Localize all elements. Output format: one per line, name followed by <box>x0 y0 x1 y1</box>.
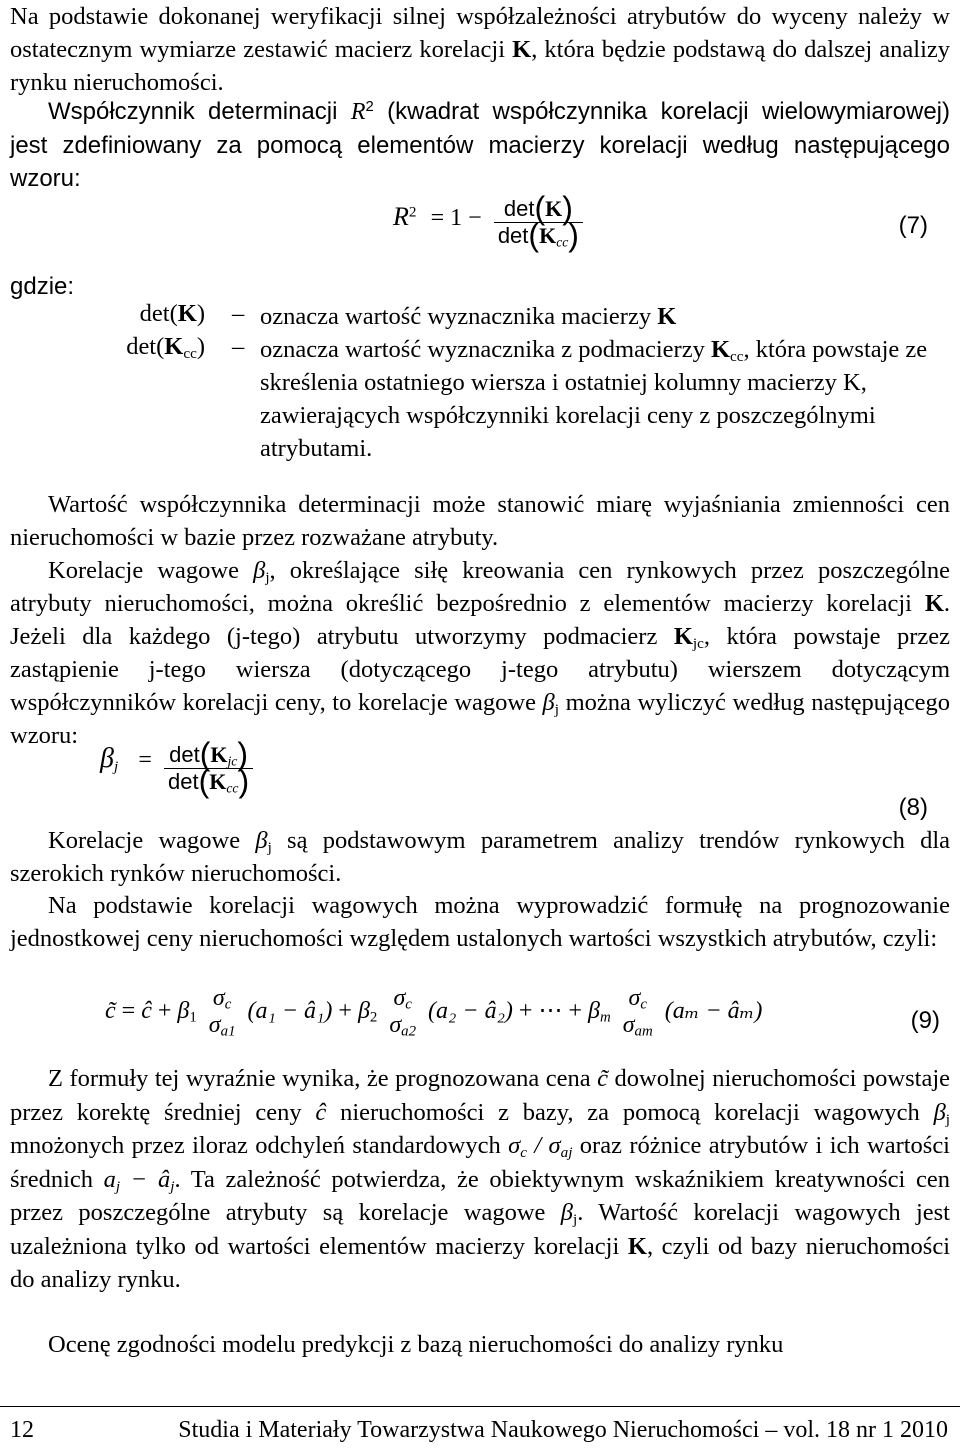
equation-number: (7) <box>898 212 928 239</box>
equation-9: c̃ = ĉ + $\beta_1$ $\sigma_c$ $\sigma_{a1}$ (a₁ − â₁) + $\beta_2$ $\sigma_c$ $\sigma_{a2}$ (a₂ − â₂) + ⋯ + $\beta_m$ $\sigma_c$ $\sigma_{am}$ (aₘ − âₘ) (9) <box>105 985 940 1040</box>
r-symbol: R <box>350 99 366 125</box>
where-label: gdzie: <box>10 273 75 300</box>
paragraph-3: Wartość współczynnika determinacji może stanowić miarę wyjaśniania zmienności cen nieruchomości w bazie przez rozważane atrybuty. <box>10 491 950 551</box>
equation-number: (9) <box>910 1007 940 1034</box>
fraction: $\frac{\det(K_{jc})}{\det(K_{cc})}$ <box>164 742 253 795</box>
paragraph-4: Korelacje wagowe $\beta_j$, określające siłę kreowania cen rynkowych przez poszczególne atrybuty nieruchomości, można określić bezpośrednio z elementów macierzy korelacji K. Jeżeli dla każdego (j-tego) atrybutu utworzymy podmacierz $K_{jc}$, która powstaje przez zastąpienie j-tego wiersza (dotyczącego j-tego atrybutu) wierszem dotyczącym współczynników korelacji ceny, to korelacje wagowe $\beta_j$ można wyliczyć według następującego wzoru: <box>10 557 951 749</box>
equation-8: $\beta_j$ = $\frac{\det(K_{jc})}{\det(K_{cc})}$ (8) <box>100 736 928 821</box>
page-number: 12 <box>10 1417 34 1443</box>
paragraph-5: Korelacje wagowe $\beta_j$ są podstawowym parametrem analizy trendów rynkowych dla szerokich rynków nieruchomości. <box>10 827 951 887</box>
paragraph-8: Ocenę zgodności modelu predykcji z bazą nieruchomości do analizy rynku <box>48 1331 784 1358</box>
journal-title: Studia i Materiały Towarzystwa Naukowego Nieruchomości – vol. 18 nr 1 2010 <box>178 1417 948 1443</box>
equation-7: $R^2 = 1$ − $\frac{\det(K)}{\det(K_{cc})}$ (7) <box>393 190 928 253</box>
definition-row: $\det(K_{cc})$ – oznacza wartość wyznacznika z podmacierzy $K_{cc}$, która powstaje ze skreślenia ostatniego wiersza i ostatniej kolumny macierzy K, zawierających współczynniki korelacji ceny z poszczególnymi atrybutami. <box>126 333 928 462</box>
matrix-k: K <box>512 36 532 63</box>
definition-row: det(K) – oznacza wartość wyznacznika macierzy K <box>139 300 677 330</box>
page-footer <box>0 1406 960 1443</box>
paragraph-1: Na podstawie dokonanej weryfikacji silnej współzależności atrybutów do wyceny należy w ostatecznym wymiarze zestawić macierz korelacji K, która będzie podstawą do dalszej analizy rynku nieruchomości. <box>10 3 950 96</box>
paragraph-7: Z formuły tej wyraźnie wynika, że prognozowana cena c̃ dowolnej nieruchomości powstaje przez korektę średniej ceny ĉ nieruchomości z bazy, za pomocą korelacji wagowych $\beta_j$ mnożonych przez iloraz odchyleń standardowych $\sigma_c / \sigma_{aj}$ oraz różnice atrybutów i ich wartości średnich $a_j$ − $â_j$. Ta zależność potwierdza, że obiektywnym wskaźnikiem kreatywności cen przez poszczególne atrybuty są korelacje wagowe $\beta_j$. Wartość korelacji wagowych jest uzależniona tylko od wartości elementów macierzy korelacji K, czyli od bazy nieruchomości do analizy rynku. <box>10 1065 951 1293</box>
fraction: $\frac{\det(K)}{\det(K_{cc})}$ <box>494 196 583 249</box>
definition-list <box>10 300 950 465</box>
paragraph-2: Współczynnik determinacji $R^2$ (kwadrat współczynnika korelacji wielowymiarowej) jest zdefiniowany za pomocą elementów macierzy korelacji według następującego wzoru: <box>10 98 951 192</box>
equation-number: (8) <box>898 794 928 821</box>
paragraph-6: Na podstawie korelacji wagowych można wyprowadzić formułę na prognozowanie jednostkowej ceny nieruchomości względem ustalonych wartości wszystkich atrybutów, czyli: <box>10 892 950 952</box>
